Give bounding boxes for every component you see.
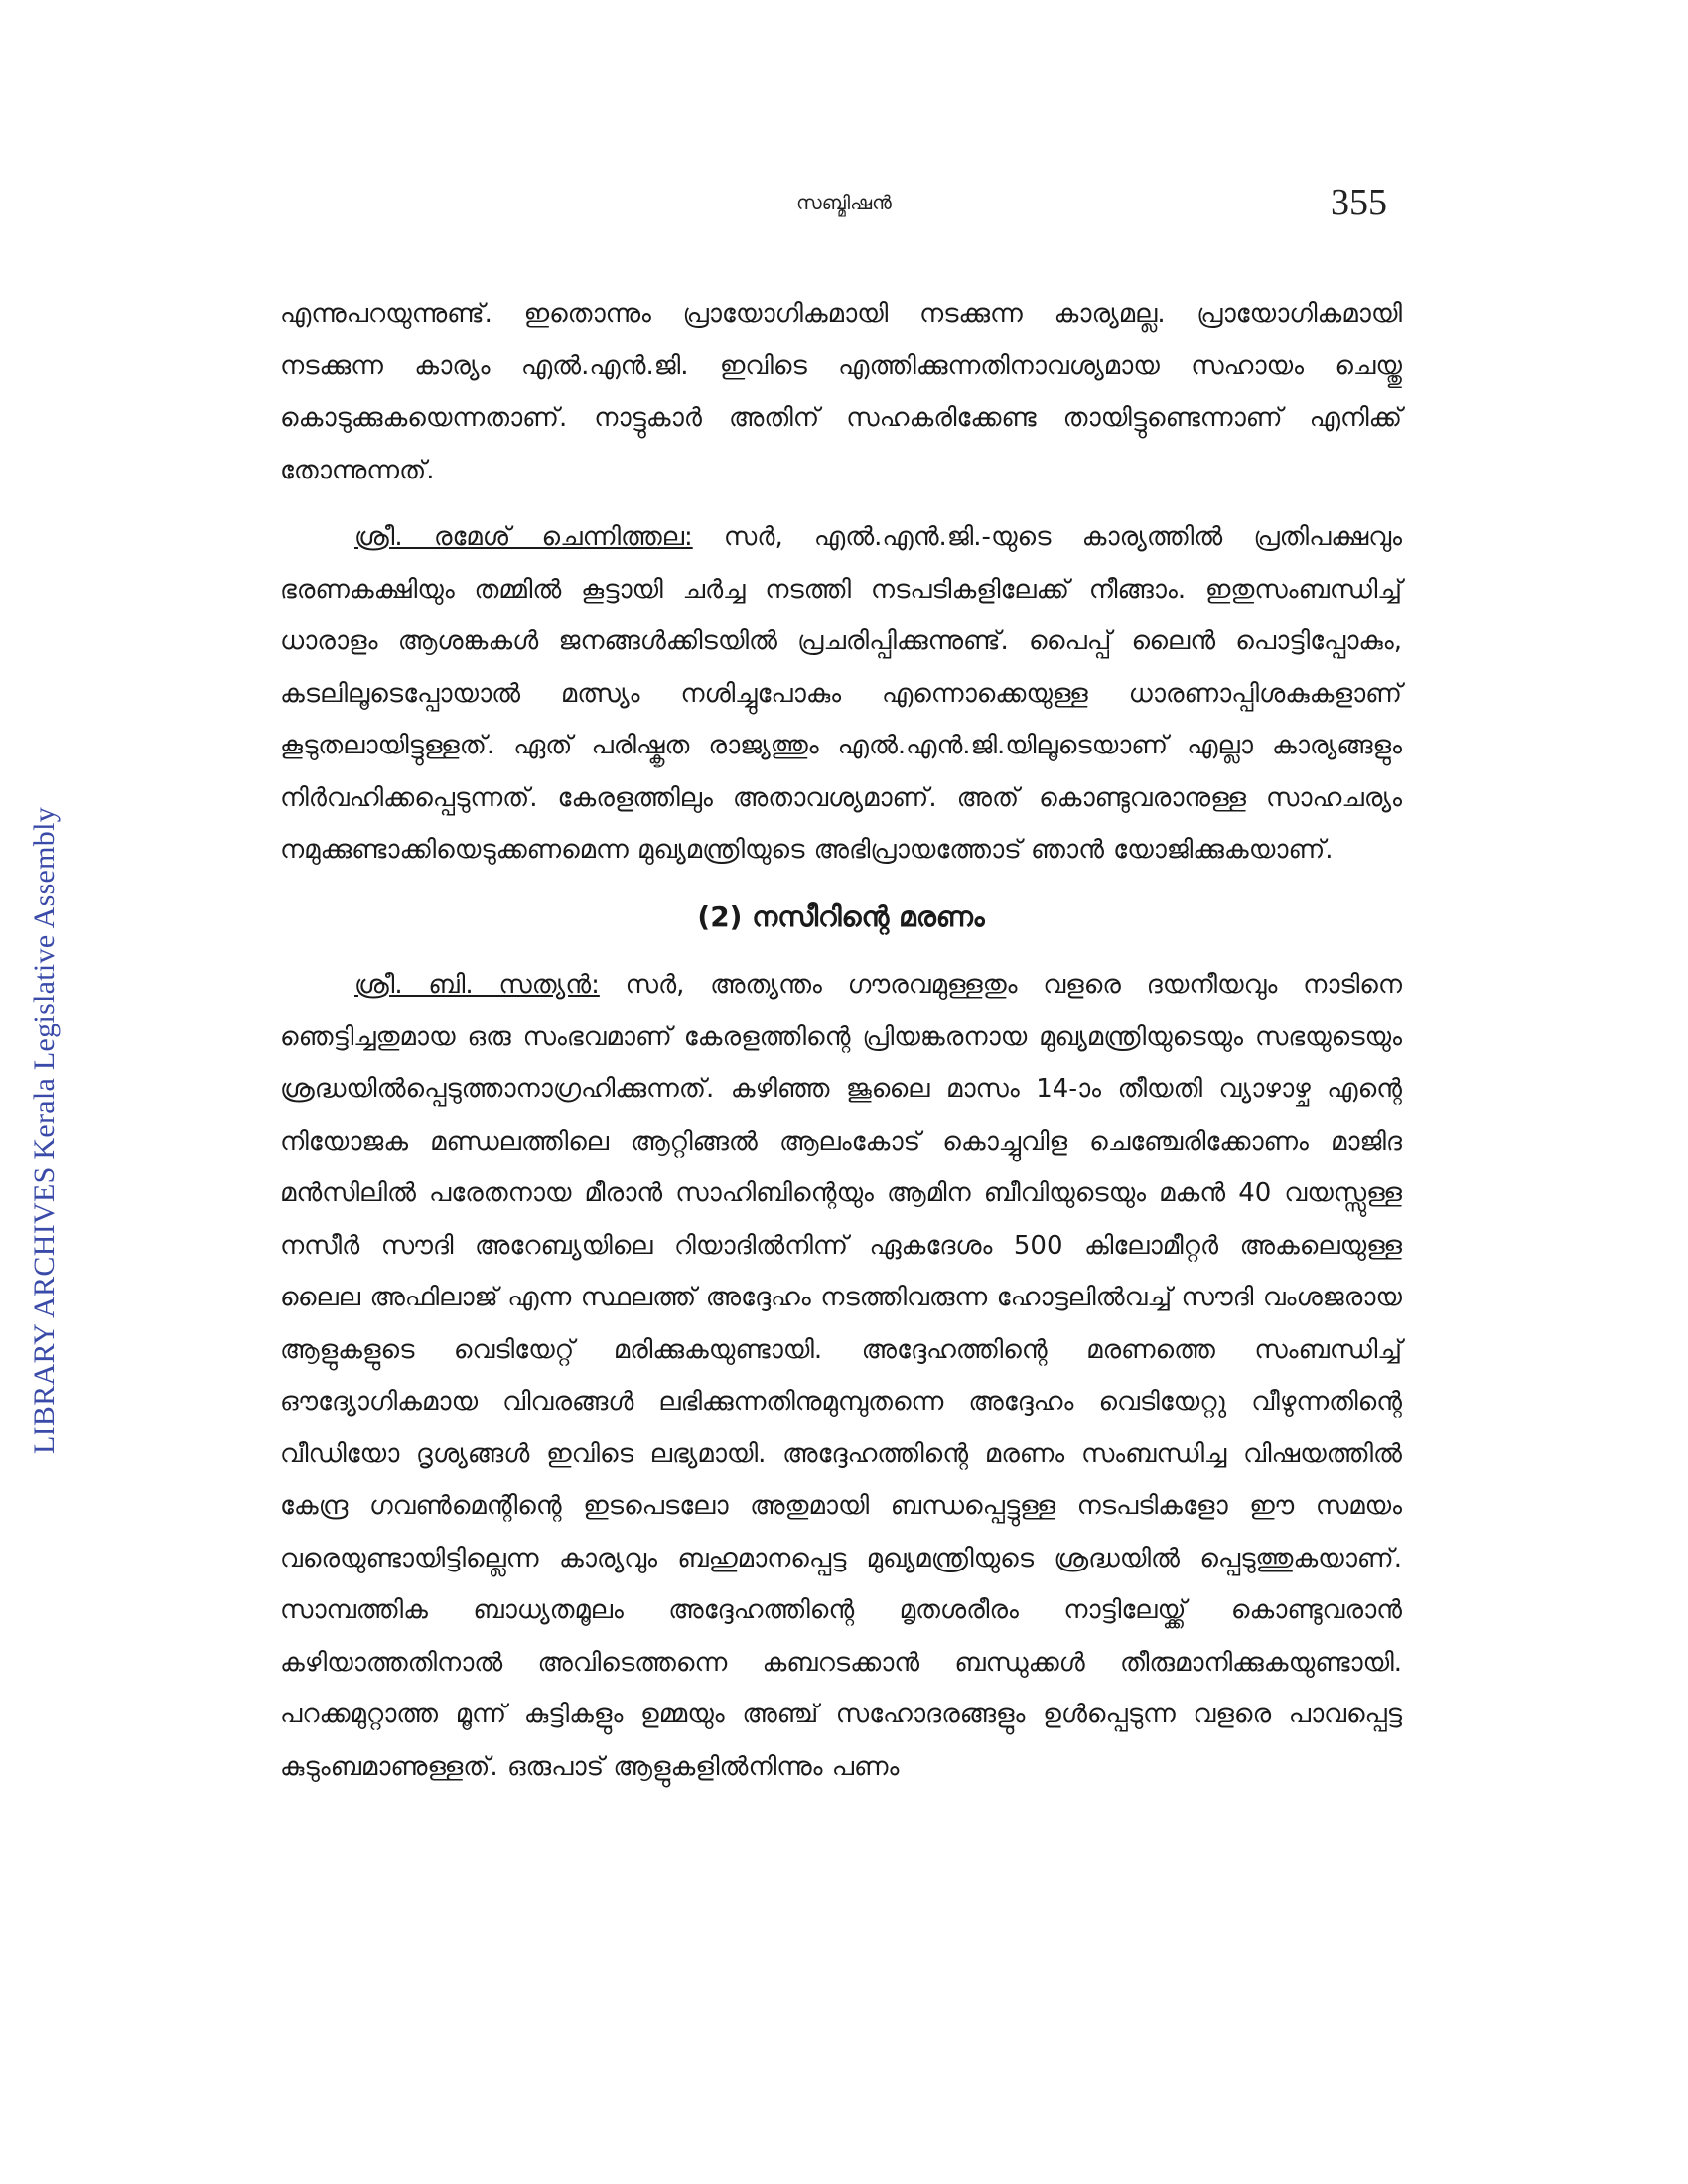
speech-text: സർ, അത്യന്തം ഗൗരവമുള്ളതും വളരെ ദയനീയവും നാടിനെ ഞെട്ടിച്ചതുമായ ഒരു സംഭവമാണ് കേരളത്തിന്റെ പ്രിയങ്കരനായ മുഖ്യമന്ത്രിയുടെയും സഭയുടെയും ശ്രദ്ധയിൽപ്പെടുത്താനാഗ്രഹിക്കുന്നത്. കഴിഞ്ഞ ജൂലൈ മാസം 14-ാം തീയതി വ്യാഴാഴ്ച എന്റെ നിയോജക മണ്ഡലത്തിലെ ആറ്റിങ്ങൽ ആലംകോട് കൊച്ചുവിള ചെഞ്ചേരിക്കോണം മാജിദ മൻസിലിൽ പരേതനായ മീരാൻ സാഹിബിന്റെയും ആമിന ബീവിയുടെയും മകൻ 40 വയസ്സുള്ള നസീർ സൗദി അറേബ്യയിലെ റിയാദിൽനിന്ന് ഏകദേശം 500 കിലോമീറ്റർ അകലെയുള്ള ലൈല അഫിലാജ് എന്ന സ്ഥലത്ത് അദ്ദേഹം നടത്തിവരുന്ന ഹോട്ടലിൽവച്ച് സൗദി വംശജരായ ആളുകളുടെ വെടിയേറ്റ് മരിക്കുകയുണ്ടായി. അദ്ദേഹത്തിന്റെ മരണത്തെ സംബന്ധിച്ച് ഔദ്യോഗികമായ വിവരങ്ങൾ ലഭിക്കുന്നതിനുമുമ്പുതന്നെ അദ്ദേഹം വെടിയേറ്റു വീഴുന്നതിന്റെ വീഡിയോ ദൃശ്യങ്ങൾ ഇവിടെ ലഭ്യമായി. അദ്ദേഹത്തിന്റെ മരണം സംബന്ധിച്ച വിഷയത്തിൽ കേന്ദ്ര ഗവൺമെന്റിന്റെ ഇടപെടലോ അതുമായി ബന്ധപ്പെട്ടുള്ള നടപടികളോ ഈ സമയം വരെയുണ്ടായിട്ടില്ലെന്ന കാര്യവും ബഹുമാനപ്പെട്ട മുഖ്യമന്ത്രിയുടെ ശ്രദ്ധയിൽ പ്പെടുത്തുകയാണ്. സാമ്പത്തിക ബാധ്യതമൂലം അദ്ദേഹത്തിന്റെ മൃതശരീരം നാട്ടിലേയ്ക്ക് കൊണ്ടുവരാൻ കഴിയാത്തതിനാൽ അവിടെത്തന്നെ കബറടക്കാൻ ബന്ധുക്കൾ തീരുമാനിക്കുകയുണ്ടായി. പറക്കമുറ്റാത്ത മൂന്ന് കുട്ടികളും ഉമ്മയും അഞ്ച് സഹോദരങ്ങളും ഉൾപ്പെടുന്ന വളരെ പാവപ്പെട്ട കുടുംബമാണുള്ളത്. ഒരുപാട് ആളുകളിൽനിന്നും പണം <box>280 970 1402 1782</box>
body-text <box>280 288 1402 1808</box>
paragraph-speech-b-sathyan <box>280 959 1402 1793</box>
paragraph-speech-ramesh-chennithala <box>280 511 1402 877</box>
running-header: സബ്മിഷൻ <box>796 191 892 214</box>
archive-watermark: LIBRARY ARCHIVES Kerala Legislative Assembly <box>28 806 61 1454</box>
speech-text: സർ, എൽ.എൻ.ജി.-യുടെ കാര്യത്തിൽ പ്രതിപക്ഷവും ഭരണകക്ഷിയും തമ്മിൽ കൂട്ടായി ചർച്ച നടത്തി നടപടികളിലേക്ക് നീങ്ങാം. ഇതുസംബന്ധിച്ച് ധാരാളം ആശങ്കകൾ ജനങ്ങൾക്കിടയിൽ പ്രചരിപ്പിക്കുന്നുണ്ട്. പൈപ്പ് ലൈൻ പൊട്ടിപ്പോകും, കടലിലൂടെപ്പോയാൽ മത്സ്യം നശിച്ചുപോകും എന്നൊക്കെയുള്ള ധാരണാപ്പിശകുകളാണ് കൂടുതലായിട്ടുള്ളത്. ഏത് പരിഷ്കൃത രാജ്യത്തും എൽ.എൻ.ജി.യിലൂടെയാണ് എല്ലാ കാര്യങ്ങളും നിർവഹിക്കപ്പെടുന്നത്. കേരളത്തിലും അതാവശ്യമാണ്. അത് കൊണ്ടുവരാനുള്ള സാഹചര്യം നമുക്കുണ്ടാക്കിയെടുക്കണമെന്ന മുഖ്യമന്ത്രിയുടെ അഭിപ്രായത്തോട് ഞാൻ യോജിക്കുകയാണ്. <box>280 522 1403 865</box>
speaker-name: ശ്രീ. ബി. സത്യൻ: <box>354 970 600 1000</box>
page-number: 355 <box>1331 182 1387 223</box>
paragraph-continuation: എന്നുപറയുന്നുണ്ട്. ഇതൊന്നും പ്രായോഗികമായി നടക്കുന്ന കാര്യമല്ല. പ്രായോഗികമായി നടക്കുന്ന കാര്യം എൽ.എൻ.ജി. ഇവിടെ എത്തിക്കുന്നതിനാവശ്യമായ സഹായം ചെയ്തു കൊടുക്കുകയെന്നതാണ്. നാട്ടുകാർ അതിന് സഹകരിക്കേണ്ട തായിട്ടുണ്ടെന്നാണ് എനിക്ക് തോന്നുന്നത്. <box>280 299 1402 485</box>
speaker-name: ശ്രീ. രമേശ് ചെന്നിത്തല: <box>354 522 693 552</box>
section-title: (2) നസീറിന്റെ മരണം <box>697 899 985 933</box>
